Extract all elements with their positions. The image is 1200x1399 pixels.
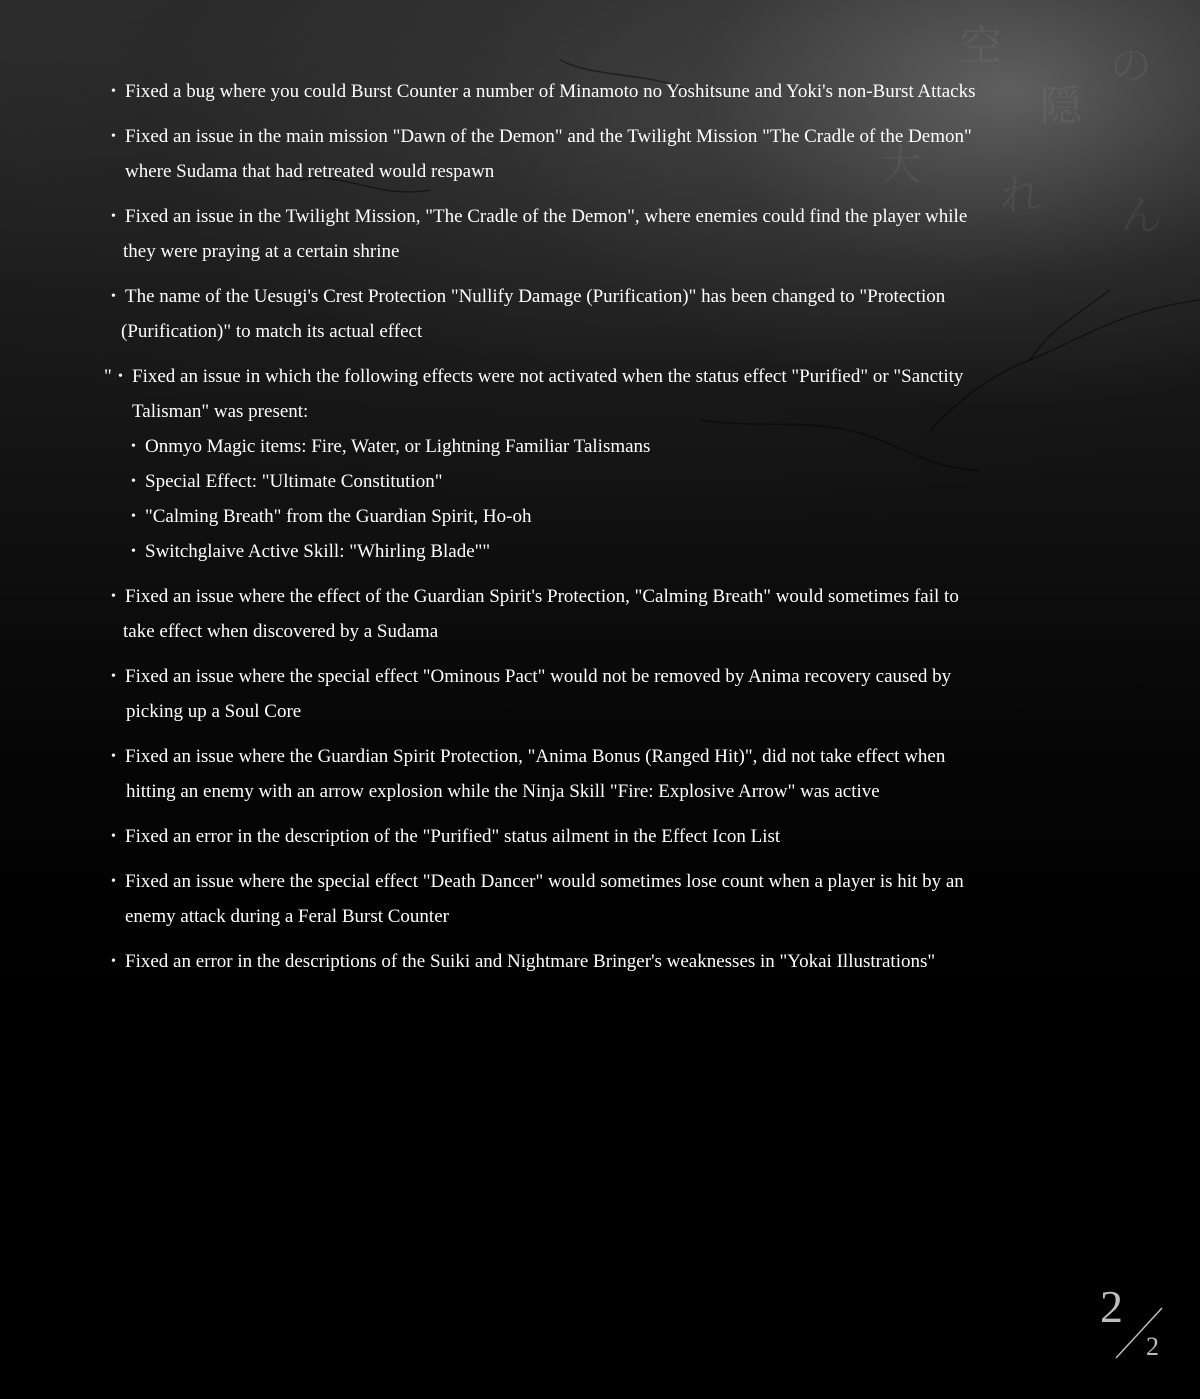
bullet-icon: • bbox=[111, 289, 116, 304]
sub-list-item bbox=[131, 499, 531, 534]
patch-note-text: Fixed an issue where the special effect "Ominous Pact" would not be removed by Anima recovery caused by bbox=[125, 666, 952, 687]
bullet-icon: • bbox=[111, 749, 116, 764]
bullet-icon: • bbox=[111, 589, 116, 604]
bullet-icon: • bbox=[111, 84, 116, 99]
sub-list-item bbox=[131, 534, 490, 569]
bullet-icon: • bbox=[111, 209, 116, 224]
patch-note-text: Fixed an error in the descriptions of the Suiki and Nightmare Bringer's weaknesses in "Yokai Illustrations" bbox=[125, 951, 936, 972]
svg-text:ん: ん bbox=[1120, 191, 1163, 240]
sub-list-item bbox=[131, 464, 442, 499]
patch-note-item bbox=[111, 74, 1071, 109]
patch-note-text: Fixed an issue in the main mission "Dawn of the Demon" and the Twilight Mission "The Cradle of the Demon" bbox=[125, 126, 972, 147]
patch-note-item bbox=[111, 199, 1071, 269]
patch-note-item bbox=[111, 659, 1071, 729]
patch-note-text: Fixed a bug where you could Burst Counter a number of Minamoto no Yoshitsune and Yoki's non-Burst Attacks bbox=[125, 81, 976, 102]
sub-list-item-text: Special Effect: "Ultimate Constitution" bbox=[145, 471, 443, 492]
patch-note-text: Fixed an issue where the Guardian Spirit Protection, "Anima Bonus (Ranged Hit)", did not take effect when bbox=[125, 746, 946, 767]
patch-note-text-continued: Talisman" was present: bbox=[132, 401, 309, 422]
patch-note-text: Fixed an issue where the effect of the Guardian Spirit's Protection, "Calming Breath" would sometimes fail to bbox=[125, 586, 959, 607]
patch-note-text-continued: they were praying at a certain shrine bbox=[123, 241, 400, 262]
patch-note-text: Fixed an issue in the Twilight Mission, "The Cradle of the Demon", where enemies could find the player while bbox=[125, 206, 968, 227]
patch-note-text: The name of the Uesugi's Crest Protection "Nullify Damage (Purification)" has been changed to "Protection bbox=[125, 286, 946, 307]
page-indicator bbox=[1096, 1280, 1186, 1370]
patch-note-item bbox=[111, 864, 1071, 934]
patch-note-text-continued: enemy attack during a Feral Burst Counter bbox=[125, 906, 449, 927]
patch-note-text: Fixed an issue in which the following effects were not activated when the status effect "Purified" or "Sanctity bbox=[132, 366, 964, 387]
svg-text:隠: 隠 bbox=[1040, 81, 1083, 130]
patch-note-item bbox=[111, 944, 1071, 979]
bullet-icon: • bbox=[131, 509, 136, 524]
svg-text:空: 空 bbox=[960, 21, 1003, 70]
patch-note-text: Fixed an issue where the special effect "Death Dancer" would sometimes lose count when a player is hit by an bbox=[125, 871, 964, 892]
patch-note-item bbox=[111, 119, 1071, 189]
patch-note-item bbox=[111, 819, 1071, 854]
current-page-number: 2 bbox=[1100, 1281, 1123, 1332]
patch-note-text: Fixed an error in the description of the "Purified" status ailment in the Effect Icon List bbox=[125, 826, 781, 847]
svg-text:大: 大 bbox=[880, 141, 923, 190]
bullet-icon: • bbox=[111, 829, 116, 844]
stray-quote-mark: " bbox=[104, 366, 112, 387]
bullet-icon: • bbox=[131, 439, 136, 454]
total-page-count: 2 bbox=[1146, 1332, 1159, 1361]
svg-text:れ: れ bbox=[1000, 171, 1043, 220]
patch-note-text-block bbox=[118, 359, 1068, 429]
sub-list-item-text: Onmyo Magic items: Fire, Water, or Lightning Familiar Talismans bbox=[145, 436, 651, 457]
bullet-icon: • bbox=[131, 544, 136, 559]
patch-note-text-continued: (Purification)" to match its actual effect bbox=[121, 321, 423, 342]
bullet-icon: • bbox=[118, 369, 123, 384]
svg-text:の: の bbox=[1110, 41, 1153, 90]
sub-list-item-text: Switchglaive Active Skill: "Whirling Blade"" bbox=[145, 541, 491, 562]
bullet-icon: • bbox=[111, 669, 116, 684]
sub-list-item-text: "Calming Breath" from the Guardian Spirit, Ho-oh bbox=[145, 506, 532, 527]
patch-note-item bbox=[111, 579, 1071, 649]
patch-note-item bbox=[111, 739, 1071, 809]
bullet-icon: • bbox=[131, 474, 136, 489]
patch-note-text-continued: picking up a Soul Core bbox=[126, 701, 302, 722]
patch-note-text-continued: hitting an enemy with an arrow explosion while the Ninja Skill "Fire: Explosive Arrow" was active bbox=[126, 781, 880, 802]
bullet-icon: • bbox=[111, 874, 116, 889]
patch-note-text-continued: take effect when discovered by a Sudama bbox=[123, 621, 439, 642]
bullet-icon: • bbox=[111, 954, 116, 969]
bullet-icon: • bbox=[111, 129, 116, 144]
sub-list-item bbox=[131, 429, 650, 464]
patch-note-text-continued: where Sudama that had retreated would respawn bbox=[125, 161, 495, 182]
patch-note-item bbox=[111, 279, 1071, 349]
